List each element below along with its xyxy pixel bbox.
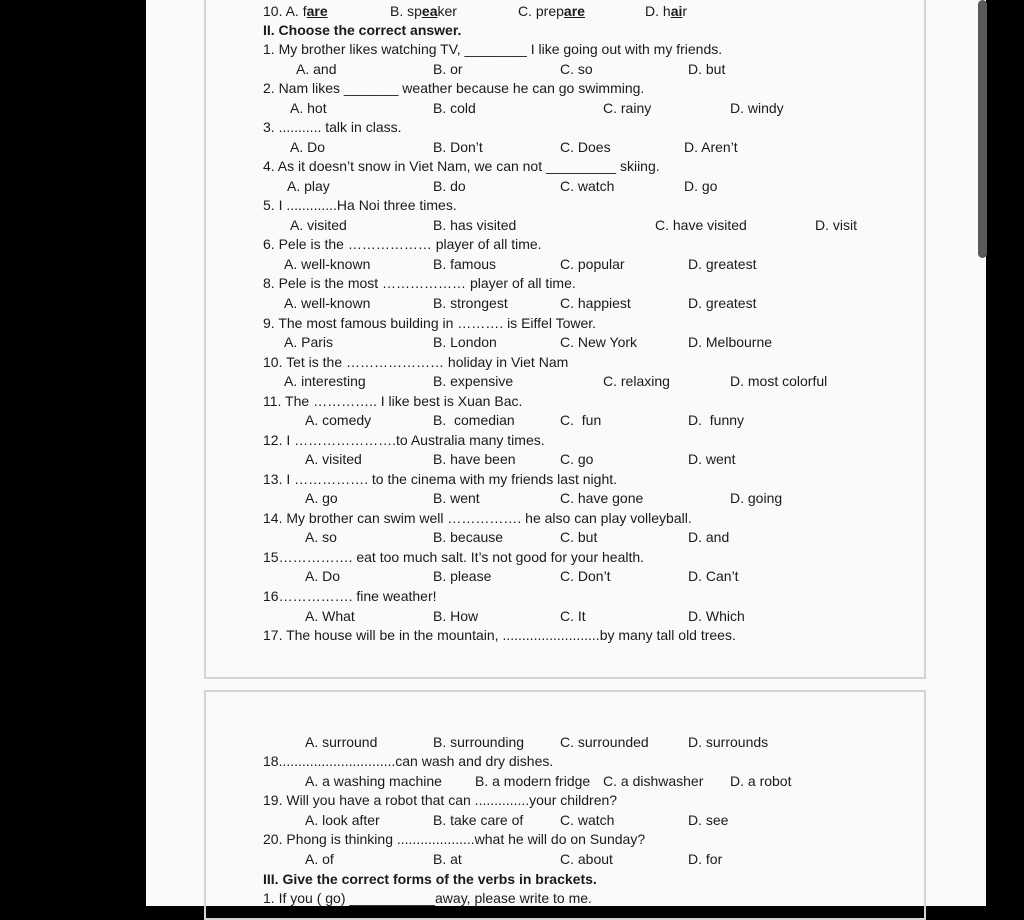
section-3-title: III. Give the correct forms of the verbs in brackets. bbox=[263, 871, 597, 887]
answer-option: D. surrounds bbox=[688, 734, 769, 750]
answer-option: B. have been bbox=[433, 451, 516, 467]
question-stem: 6. Pele is the ……………… player of all time. bbox=[263, 236, 542, 252]
question-stem: 17. The house will be in the mountain, .........................by many tall old trees. bbox=[263, 627, 736, 643]
phonetic-option-c: C. prepare bbox=[518, 3, 585, 19]
question-stem: 15……………. eat too much salt. It’s not good for your health. bbox=[263, 549, 645, 565]
answer-option: A. so bbox=[305, 529, 337, 545]
answer-option: B. London bbox=[433, 334, 497, 350]
phonetic-option-a: 10. A. fare bbox=[263, 3, 328, 19]
question-stem: 2. Nam likes _______ weather because he can go swimming. bbox=[263, 80, 645, 96]
answer-option: B. take care of bbox=[433, 812, 524, 828]
question-stem: 4. As it doesn’t snow in Viet Nam, we can not _________ skiing. bbox=[263, 158, 660, 174]
answer-option: D. greatest bbox=[688, 256, 757, 272]
answer-option: D. a robot bbox=[730, 773, 792, 789]
answer-option: C. Don’t bbox=[560, 568, 611, 584]
question-stem: 13. I ……………. to the cinema with my friends last night. bbox=[263, 471, 618, 487]
answer-option: B. famous bbox=[433, 256, 497, 272]
section-2-title: II. Choose the correct answer. bbox=[263, 22, 462, 38]
question-stem: 14. My brother can swim well ……………. he also can play volleyball. bbox=[263, 510, 692, 526]
answer-option: C. New York bbox=[560, 334, 638, 350]
answer-option: A. go bbox=[305, 490, 338, 506]
question-stem: 19. Will you have a robot that can ..............your children? bbox=[263, 792, 618, 808]
scrollbar[interactable] bbox=[978, 0, 987, 258]
answer-option: D. but bbox=[688, 61, 726, 77]
question-stem: 8. Pele is the most ……………… player of all time. bbox=[263, 275, 576, 291]
answer-option: D. went bbox=[688, 451, 736, 467]
answer-option: C. but bbox=[560, 529, 598, 545]
answer-option: A. What bbox=[305, 608, 355, 624]
question-stem: 9. The most famous building in ………. is Eiffel Tower. bbox=[263, 315, 597, 331]
answer-option: B. Don’t bbox=[433, 139, 483, 155]
answer-option: D. windy bbox=[730, 100, 784, 116]
answer-option: D. most colorful bbox=[730, 373, 828, 389]
answer-option: C. rainy bbox=[603, 100, 652, 116]
answer-option: B. do bbox=[433, 178, 466, 194]
answer-option: D. visit bbox=[815, 217, 857, 233]
answer-option: B. please bbox=[433, 568, 492, 584]
answer-option: B. cold bbox=[433, 100, 476, 116]
answer-option: B. has visited bbox=[433, 217, 517, 233]
question-stem: 1. My brother likes watching TV, ________ I like going out with my friends. bbox=[263, 41, 723, 57]
answer-option: C. Does bbox=[560, 139, 611, 155]
answer-option: C. a dishwasher bbox=[603, 773, 704, 789]
phonetic-option-d: D. hair bbox=[645, 3, 688, 19]
answer-option: A. Do bbox=[305, 568, 341, 584]
answer-option: B. went bbox=[433, 490, 480, 506]
answer-option: D. funny bbox=[688, 412, 745, 428]
answer-option: A. Paris bbox=[284, 334, 334, 350]
answer-option: A. surround bbox=[305, 734, 378, 750]
answer-option: D. greatest bbox=[688, 295, 757, 311]
answer-option: C. have gone bbox=[560, 490, 644, 506]
answer-option: C. fun bbox=[560, 412, 602, 428]
answer-option: C. It bbox=[560, 608, 586, 624]
answer-option: A. visited bbox=[305, 451, 362, 467]
answer-option: C. surrounded bbox=[560, 734, 649, 750]
answer-option: C. so bbox=[560, 61, 593, 77]
answer-option: C. relaxing bbox=[603, 373, 670, 389]
answer-option: D. see bbox=[688, 812, 729, 828]
answer-option: B. comedian bbox=[433, 412, 515, 428]
answer-option: C. about bbox=[560, 851, 613, 867]
answer-option: B. How bbox=[433, 608, 479, 624]
answer-option: D. Can’t bbox=[688, 568, 739, 584]
question-stem: 16……………. fine weather! bbox=[263, 588, 437, 604]
question-stem: 20. Phong is thinking ....................what he will do on Sunday? bbox=[263, 831, 646, 847]
answer-option: C. happiest bbox=[560, 295, 631, 311]
answer-option: B. surrounding bbox=[433, 734, 525, 750]
answer-option: A. Do bbox=[290, 139, 326, 155]
question-stem: 1. If you ( go) ___________away, please write to me. bbox=[263, 890, 592, 906]
question-stem: 18..............................can wash and dry dishes. bbox=[263, 753, 554, 769]
answer-option: A. hot bbox=[290, 100, 327, 116]
answer-option: B. expensive bbox=[433, 373, 514, 389]
answer-option: D. Which bbox=[688, 608, 745, 624]
answer-option: A. well-known bbox=[284, 256, 371, 272]
answer-option: C. popular bbox=[560, 256, 625, 272]
answer-option: D. and bbox=[688, 529, 730, 545]
answer-option: C. have visited bbox=[655, 217, 747, 233]
answer-option: B. because bbox=[433, 529, 504, 545]
question-stem: 11. The ………….. I like best is Xuan Bac. bbox=[263, 393, 523, 409]
question-stem: 5. I .............Ha Noi three times. bbox=[263, 197, 457, 213]
question-stem: 3. ........... talk in class. bbox=[263, 119, 402, 135]
phonetic-option-b: B. speaker bbox=[390, 3, 457, 19]
answer-option: D. Aren’t bbox=[684, 139, 738, 155]
answer-option: A. visited bbox=[290, 217, 347, 233]
answer-option: B. at bbox=[433, 851, 462, 867]
answer-option: D. for bbox=[688, 851, 723, 867]
answer-option: D. going bbox=[730, 490, 783, 506]
question-stem: 10. Tet is the ………………… holiday in Viet Nam bbox=[263, 354, 569, 370]
answer-option: C. go bbox=[560, 451, 594, 467]
answer-option: A. a washing machine bbox=[305, 773, 442, 789]
answer-option: A. look after bbox=[305, 812, 380, 828]
answer-option: B. strongest bbox=[433, 295, 508, 311]
answer-option: D. go bbox=[684, 178, 718, 194]
answer-option: A. well-known bbox=[284, 295, 371, 311]
answer-option: A. play bbox=[287, 178, 330, 194]
answer-option: B. or bbox=[433, 61, 463, 77]
answer-option: D. Melbourne bbox=[688, 334, 773, 350]
answer-option: C. watch bbox=[560, 812, 615, 828]
answer-option: B. a modern fridge bbox=[475, 773, 591, 789]
answer-option: A. of bbox=[305, 851, 334, 867]
answer-option: A. and bbox=[296, 61, 337, 77]
answer-option: C. watch bbox=[560, 178, 615, 194]
answer-option: A. comedy bbox=[305, 412, 372, 428]
question-stem: 12. I ………………….to Australia many times. bbox=[263, 432, 545, 448]
answer-option: A. interesting bbox=[284, 373, 366, 389]
